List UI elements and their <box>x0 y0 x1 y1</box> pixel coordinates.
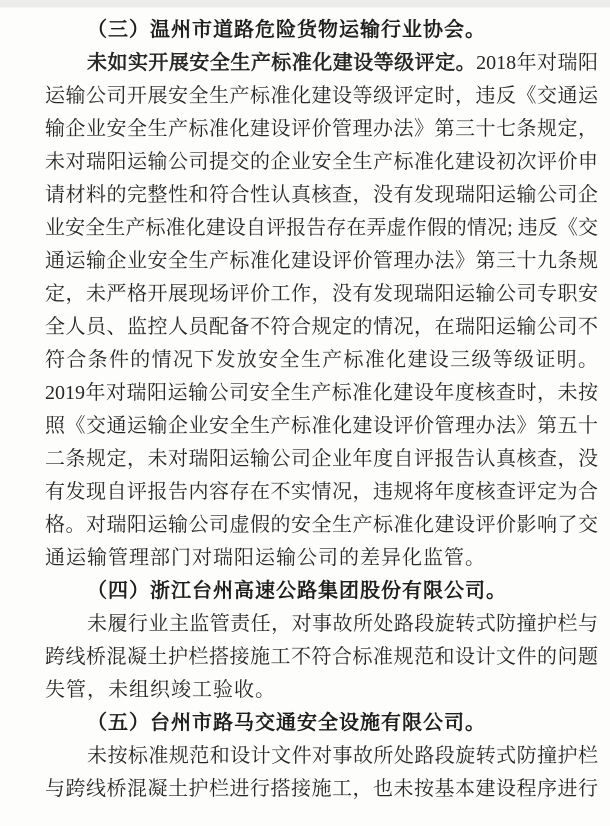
text-line <box>45 674 598 707</box>
body-text-segment: 二条规定，未对瑞阳运输公司企业年度自评报告认真核查，没 <box>45 448 598 470</box>
body-text-segment: 2019年对瑞阳运输公司安全生产标准化建设年度核查时，未按 <box>45 382 598 404</box>
text-line <box>45 47 598 80</box>
body-text-segment: 未履行业主监管责任，对事故所处路段旋转式防撞护栏与 <box>87 613 598 635</box>
body-text-segment: 全人员、监控人员配备不符合规定的情况，在瑞阳运输公司不 <box>45 316 598 338</box>
body-text-segment: 符合条件的情况下发放安全生产标准化建设三级等级证明。 <box>45 349 598 371</box>
page-top-edge <box>0 0 610 8</box>
bold-lead-text: （四）浙江台州高速公路集团股份有限公司。 <box>87 580 507 602</box>
text-line <box>45 278 598 311</box>
document-body <box>45 14 598 806</box>
text-line <box>45 509 598 542</box>
body-text-segment: 请材料的完整性和符合性认真核查，没有发现瑞阳运输公司企 <box>45 184 598 206</box>
text-line <box>45 344 598 377</box>
text-line <box>45 410 598 443</box>
text-line <box>45 740 598 773</box>
text-line <box>45 773 598 806</box>
body-text-segment: 业安全生产标准化建设自评报告存在弄虚作假的情况; 违反《交 <box>45 217 598 239</box>
text-line <box>45 179 598 212</box>
text-line <box>45 641 598 674</box>
body-text-segment: 与跨线桥混凝土护栏进行搭接施工，也未按基本建设程序进行 <box>45 778 598 800</box>
text-line <box>45 542 598 575</box>
bold-lead-text: （五）台州市路马交通安全设施有限公司。 <box>87 712 486 734</box>
text-line <box>45 80 598 113</box>
body-text-segment: 照《交通运输企业安全生产标准化建设评价管理办法》第五十 <box>45 415 598 437</box>
body-text-segment: 未按标准规范和设计文件对事故所处路段旋转式防撞护栏 <box>87 745 598 767</box>
section-heading <box>45 707 598 740</box>
text-line <box>45 113 598 146</box>
body-text-segment: 定，未严格开展现场评价工作，没有发现瑞阳运输公司专职安 <box>45 283 598 305</box>
body-text-segment: 2018年对瑞阳 <box>476 52 599 74</box>
text-line <box>45 377 598 410</box>
text-line <box>45 443 598 476</box>
body-text-segment: 失管，未组织竣工验收。 <box>45 679 276 701</box>
text-line <box>45 311 598 344</box>
text-line <box>45 212 598 245</box>
body-text-segment: 有发现自评报告内容存在不实情况，违规将年度核查评定为合 <box>45 481 598 503</box>
body-text-segment: 格。对瑞阳运输公司虚假的安全生产标准化建设评价影响了交 <box>45 514 598 536</box>
text-line <box>45 146 598 179</box>
body-text-segment: 输企业安全生产标准化建设评价管理办法》第三十七条规定， <box>45 118 598 140</box>
text-line <box>45 245 598 278</box>
bold-lead-text: 未如实开展安全生产标准化建设等级评定。 <box>87 52 477 74</box>
body-text-segment: 跨线桥混凝土护栏搭接施工不符合标准规范和设计文件的问题 <box>45 646 598 668</box>
text-line <box>45 476 598 509</box>
bold-lead-text: （三）温州市道路危险货物运输行业协会。 <box>87 19 486 41</box>
section-heading <box>45 14 598 47</box>
body-text-segment: 通运输管理部门对瑞阳运输公司的差异化监管。 <box>45 547 486 569</box>
section-heading <box>45 575 598 608</box>
body-text-segment: 运输公司开展安全生产标准化建设等级评定时，违反《交通运 <box>45 85 598 107</box>
body-text-segment: 通运输企业安全生产标准化建设评价管理办法》第三十九条规 <box>45 250 598 272</box>
text-line <box>45 608 598 641</box>
body-text-segment: 未对瑞阳运输公司提交的企业安全生产标准化建设初次评价申 <box>45 151 598 173</box>
